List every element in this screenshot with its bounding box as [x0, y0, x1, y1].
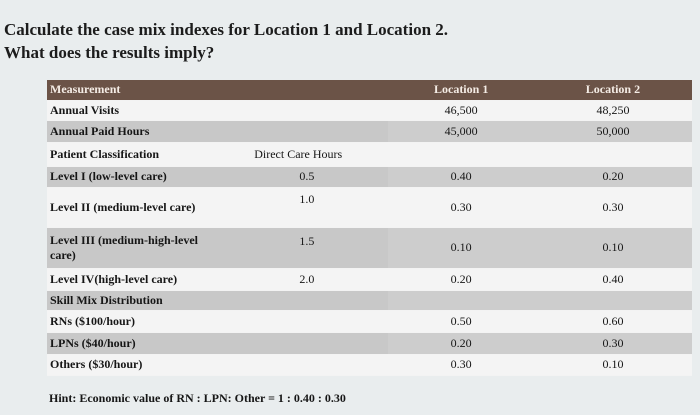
table-row — [47, 120, 692, 142]
hint-text: Hint: Economic value of RN : LPN: Other = 1 : 0.40 : 0.30 — [49, 391, 346, 405]
row-hours — [225, 332, 388, 354]
row-location-2: 0.10 — [534, 227, 692, 268]
row-location-1: 45,000 — [388, 120, 533, 142]
row-location-1: 0.20 — [388, 268, 533, 290]
header-col2 — [225, 80, 388, 100]
table-row — [47, 268, 692, 290]
row-location-2 — [534, 290, 692, 310]
row-location-1: 0.20 — [388, 332, 533, 354]
row-label: Level II (medium-level care) — [47, 187, 225, 227]
row-label: Annual Visits — [47, 100, 225, 120]
table-row — [47, 354, 692, 375]
row-hours — [225, 354, 388, 375]
row-location-2: 0.40 — [534, 268, 692, 290]
row-location-1: 46,500 — [388, 100, 533, 120]
hours-value: 1.5 — [299, 233, 315, 248]
row-label: Level IV(high-level care) — [47, 268, 225, 290]
table-row — [47, 142, 692, 166]
row-location-1: 0.40 — [388, 166, 533, 187]
table-row — [47, 166, 692, 187]
row-hours — [225, 100, 388, 120]
table-row — [47, 187, 692, 227]
row-label: Patient Classification — [47, 142, 225, 166]
row-label: RNs ($100/hour) — [47, 310, 225, 332]
row-location-2: 0.60 — [534, 310, 692, 332]
row-location-2: 50,000 — [534, 120, 692, 142]
direct-care-hours-heading: Direct Care Hours — [254, 146, 343, 161]
row-location-2: 0.10 — [534, 354, 692, 375]
table-row — [47, 310, 692, 332]
row-location-2 — [534, 142, 692, 166]
table-row — [47, 100, 692, 120]
header-measurement: Measurement — [47, 80, 225, 100]
header-location-1: Location 1 — [388, 80, 533, 100]
row-label: Annual Paid Hours — [47, 120, 225, 142]
row-hours — [225, 187, 388, 227]
row-hours — [225, 290, 388, 310]
row-hours — [225, 310, 388, 332]
table-row — [47, 332, 692, 354]
row-label: LPNs ($40/hour) — [47, 332, 225, 354]
row-location-1 — [388, 290, 533, 310]
row-location-2: 0.30 — [534, 332, 692, 354]
row-hours — [225, 227, 388, 268]
row-location-1: 0.50 — [388, 310, 533, 332]
row-location-1: 0.30 — [388, 354, 533, 375]
row-location-1: 0.30 — [388, 187, 533, 227]
row-label: Skill Mix Distribution — [47, 290, 225, 310]
row-label: Others ($30/hour) — [47, 354, 225, 375]
row-hours — [225, 166, 388, 187]
hours-value: 2.0 — [299, 271, 315, 286]
row-location-1: 0.10 — [388, 227, 533, 268]
row-hours — [225, 268, 388, 290]
header-location-2: Location 2 — [534, 80, 692, 100]
row-label: Level III (medium-high-level care) — [47, 227, 225, 268]
row-hours — [225, 120, 388, 142]
question-line-2: What does the results imply? — [4, 43, 215, 62]
hours-value: 0.5 — [299, 169, 315, 183]
hours-value: 1.0 — [299, 191, 315, 206]
row-location-2: 0.20 — [534, 166, 692, 187]
data-table — [47, 80, 692, 376]
row-location-2: 0.30 — [534, 187, 692, 227]
table-row — [47, 227, 692, 268]
row-hours — [225, 142, 388, 166]
question-text — [4, 18, 448, 64]
row-location-2: 48,250 — [534, 100, 692, 120]
table-row — [47, 290, 692, 310]
row-location-1 — [388, 142, 533, 166]
table-header-row — [47, 80, 692, 100]
question-line-1: Calculate the case mix indexes for Location 1 and Location 2. — [4, 20, 449, 39]
row-label: Level I (low-level care) — [47, 166, 225, 187]
